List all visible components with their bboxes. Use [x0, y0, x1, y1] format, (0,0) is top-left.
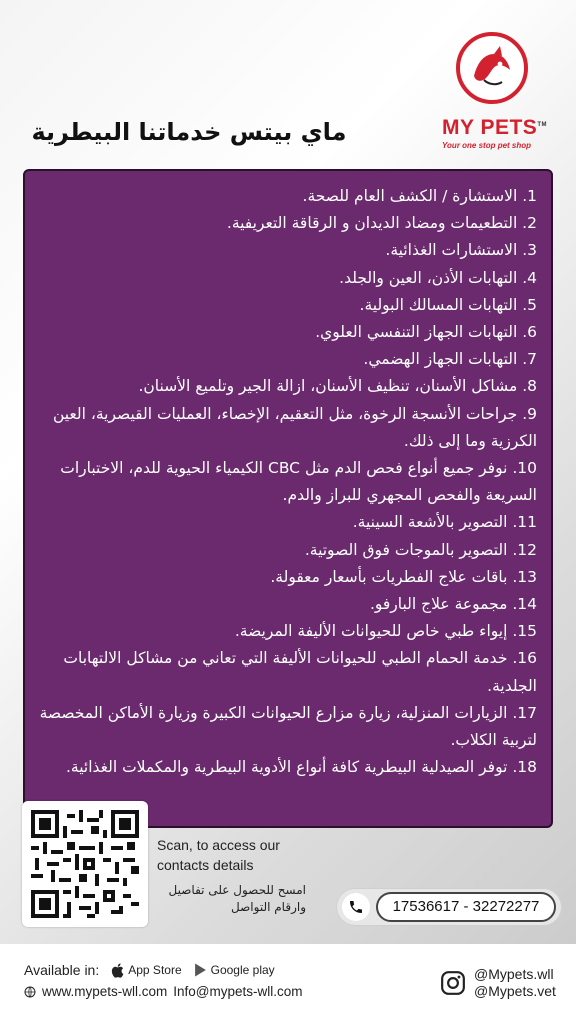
brand-tagline: Your one stop pet shop [442, 141, 532, 150]
phone-numbers: 17536617 - 32272277 [376, 892, 556, 922]
service-item: 9. جراحات الأنسجة الرخوة، مثل التعقيم، الإخصاء، العمليات القيصرية، العين الكرزية وما إلى ذلك. [52, 404, 537, 450]
service-item: 11. التصوير بالأشعة السينية. [352, 513, 537, 532]
qr-code-icon [31, 810, 139, 918]
service-item: 10. نوفر جميع أنواع فحص الدم مثل CBC الكيمياء الحيوية للدم، الاختبارات السريعة والفحص المجهري للبراز والدم. [60, 459, 537, 505]
service-item: 17. الزيارات المنزلية، زيارة مزارع الحيوانات الكبيرة وزيارة الأماكن المخصصة لتربية الكلاب. [39, 703, 537, 750]
phone-contact[interactable] [336, 888, 562, 926]
service-item: 8. مشاكل الأسنان، تنظيف الأسنان، ازالة الجير وتلميع الأسنان. [138, 377, 537, 396]
google-play-link[interactable]: Google play [194, 963, 275, 977]
app-store-link[interactable]: App Store [111, 963, 181, 978]
service-item: 2. التطعيمات ومضاد الديدان و الرقاقة التعريفية. [226, 214, 537, 233]
page-title: ماي بيتس خدماتنا البيطرية [31, 118, 347, 146]
service-item: 5. التهابات المسالك البولية. [359, 295, 537, 314]
footer [0, 944, 576, 1024]
services-list [25, 171, 551, 781]
service-item: 18. توفر الصيدلية البيطرية كافة أنواع الأدوية البيطرية والمكملات الغذائية. [65, 758, 537, 777]
website-link[interactable]: www.mypets-wll.com [42, 984, 168, 999]
brand-name: MY PETS™ [442, 116, 547, 139]
available-label: Available in: [24, 962, 100, 978]
service-item: 4. التهابات الأذن، العين والجلد. [339, 268, 537, 287]
service-item: 3. الاستشارات الغذائية. [385, 241, 537, 260]
pet-logo-icon [456, 32, 528, 104]
scan-instructions-ar: امسح للحصول على تفاصيل وارقام التواصل [168, 883, 306, 914]
play-icon [194, 963, 207, 977]
service-item: 15. إيواء طبي خاص للحيوانات الأليفة المريضة. [234, 622, 537, 641]
email-link[interactable]: Info@mypets-wll.com [173, 984, 303, 999]
service-item: 16. خدمة الحمام الطبي للحيوانات الأليفة التي تعاني من مشاكل الالتهابات الجلدية. [63, 649, 537, 695]
phone-icon [342, 893, 370, 921]
service-item: 13. باقات علاج الفطريات بأسعار معقولة. [270, 567, 537, 586]
service-item: 7. التهابات الجهاز الهضمي. [363, 350, 537, 369]
instagram-block[interactable] [440, 966, 556, 1000]
service-item: 14. مجموعة علاج البارفو. [369, 595, 537, 614]
service-item: 12. التصوير بالموجات فوق الصوتية. [304, 540, 537, 559]
qr-code[interactable] [22, 801, 148, 927]
apple-icon [111, 963, 124, 978]
instagram-handle-1[interactable]: @Mypets.wll [474, 966, 554, 982]
service-item: 1. الاستشارة / الكشف العام للصحة. [302, 187, 537, 205]
brand-logo [440, 28, 570, 158]
service-item: 6. التهابات الجهاز التنفسي العلوي. [315, 323, 537, 342]
availability [24, 962, 275, 978]
services-panel [23, 169, 553, 828]
web-links [24, 984, 303, 999]
globe-icon [24, 986, 36, 998]
scan-instructions-en: Scan, to access our contacts details [157, 837, 280, 873]
instagram-handle-2[interactable]: @Mypets.vet [474, 983, 556, 999]
instagram-icon [440, 970, 466, 996]
